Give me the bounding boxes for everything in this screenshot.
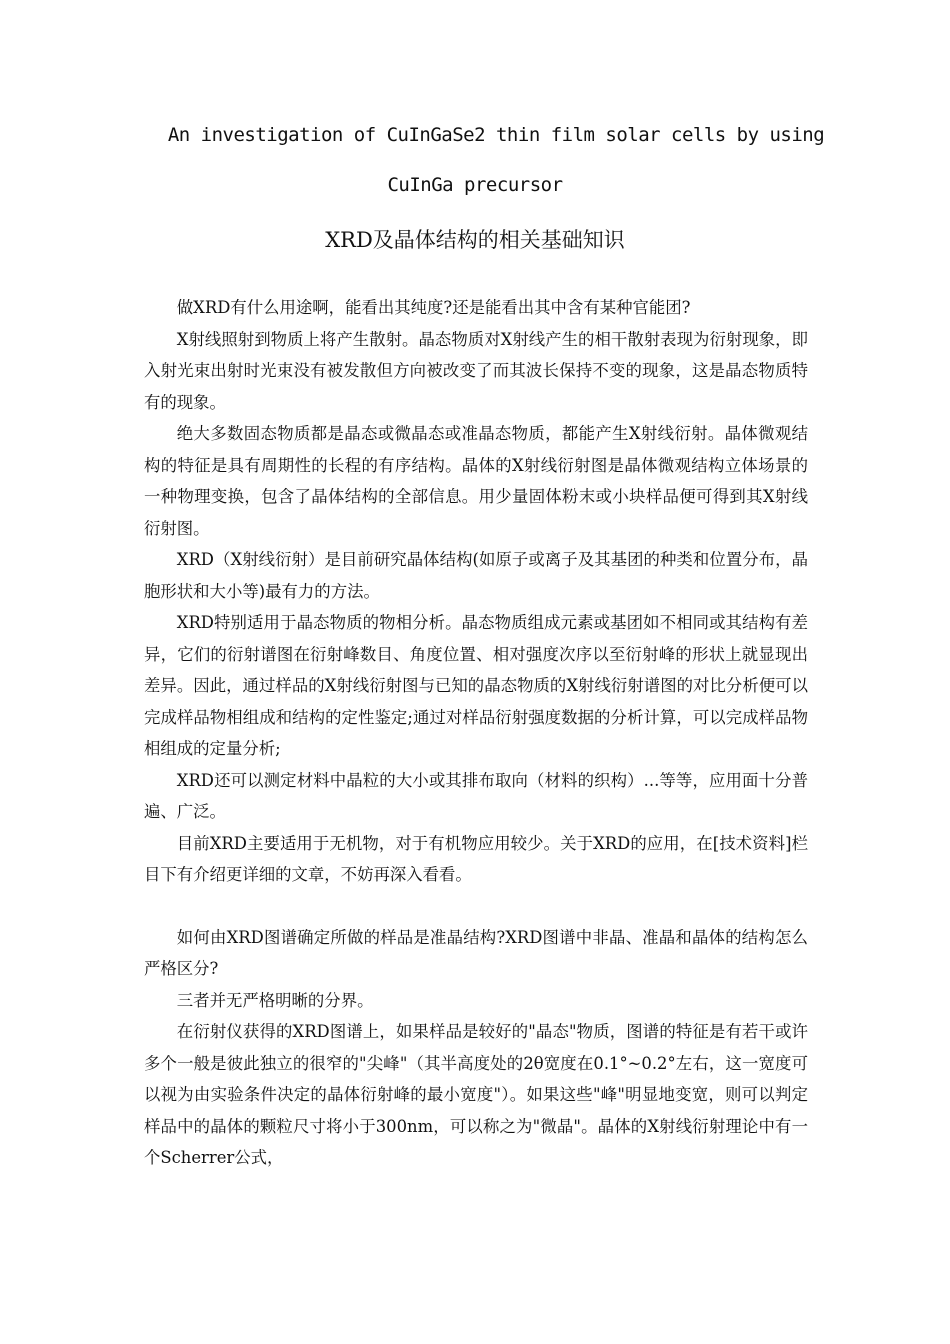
paragraph: 在衍射仪获得的XRD图谱上，如果样品是较好的"晶态"物质，图谱的特征是有若干或许多个一般是彼此独立的很窄的"尖峰"（其半高度处的2θ宽度在0.1°~0.2°左右，这一宽度可以视为由实验条件决定的晶体衍射峰的最小宽度"）。如果这些"峰"明显地变宽，则可以判定样品中的晶体的颗粒尺寸将小于300nm，可以称之为"微晶"。晶体的X射线衍射理论中有一个Scherrer公式，	[144, 1022, 808, 1167]
paragraph-question-1: 做XRD有什么用途啊，能看出其纯度?还是能看出其中含有某种官能团?	[176, 298, 691, 317]
document-body	[144, 292, 808, 1174]
english-title-line-2: CuInGa precursor	[387, 174, 563, 196]
paragraph: XRD（X射线衍射）是目前研究晶体结构(如原子或离子及其基团的种类和位置分布，晶胞形状和大小等)最有力的方法。	[144, 550, 808, 601]
paragraph: X射线照射到物质上将产生散射。晶态物质对X射线产生的相干散射表现为衍射现象，即入射光束出射时光束没有被发散但方向被改变了而其波长保持不变的现象，这是晶态物质特有的现象。	[144, 329, 808, 412]
paragraph: 三者并无严格明晰的分界。	[176, 990, 374, 1010]
paragraph: 绝大多数固态物质都是晶态或微晶态或准晶态物质，都能产生X射线衍射。晶体微观结构的特征是具有周期性的长程的有序结构。晶体的X射线衍射图是晶体微观结构立体场景的一种物理变换，包含了晶体结构的全部信息。用少量固体粉末或小块样品便可得到其X射线衍射图。	[144, 424, 808, 538]
paragraph: XRD还可以测定材料中晶粒的大小或其排布取向（材料的织构）...等等，应用面十分普遍、广泛。	[144, 770, 808, 821]
paragraph-question-2: 如何由XRD图谱确定所做的样品是准晶结构?XRD图谱中非晶、准晶和晶体的结构怎么严格区分?	[144, 927, 808, 978]
section-heading: XRD及晶体结构的相关基础知识	[325, 228, 625, 252]
english-title-line-1: An investigation of CuInGaSe2 thin film solar cells by using	[167, 124, 825, 146]
paragraph: XRD特别适用于晶态物质的物相分析。晶态物质组成元素或基团如不相同或其结构有差异，它们的衍射谱图在衍射峰数目、角度位置、相对强度次序以至衍射峰的形状上就显现出差异。因此，通过样品的X射线衍射图与已知的晶态物质的X射线衍射谱图的对比分析便可以完成样品物相组成和结构的定性鉴定;通过对样品衍射强度数据的分析计算，可以完成样品物相组成的定量分析;	[144, 613, 808, 758]
paragraph: 目前XRD主要适用于无机物，对于有机物应用较少。关于XRD的应用，在[技术资料]栏目下有介绍更详细的文章，不妨再深入看看。	[144, 833, 808, 884]
